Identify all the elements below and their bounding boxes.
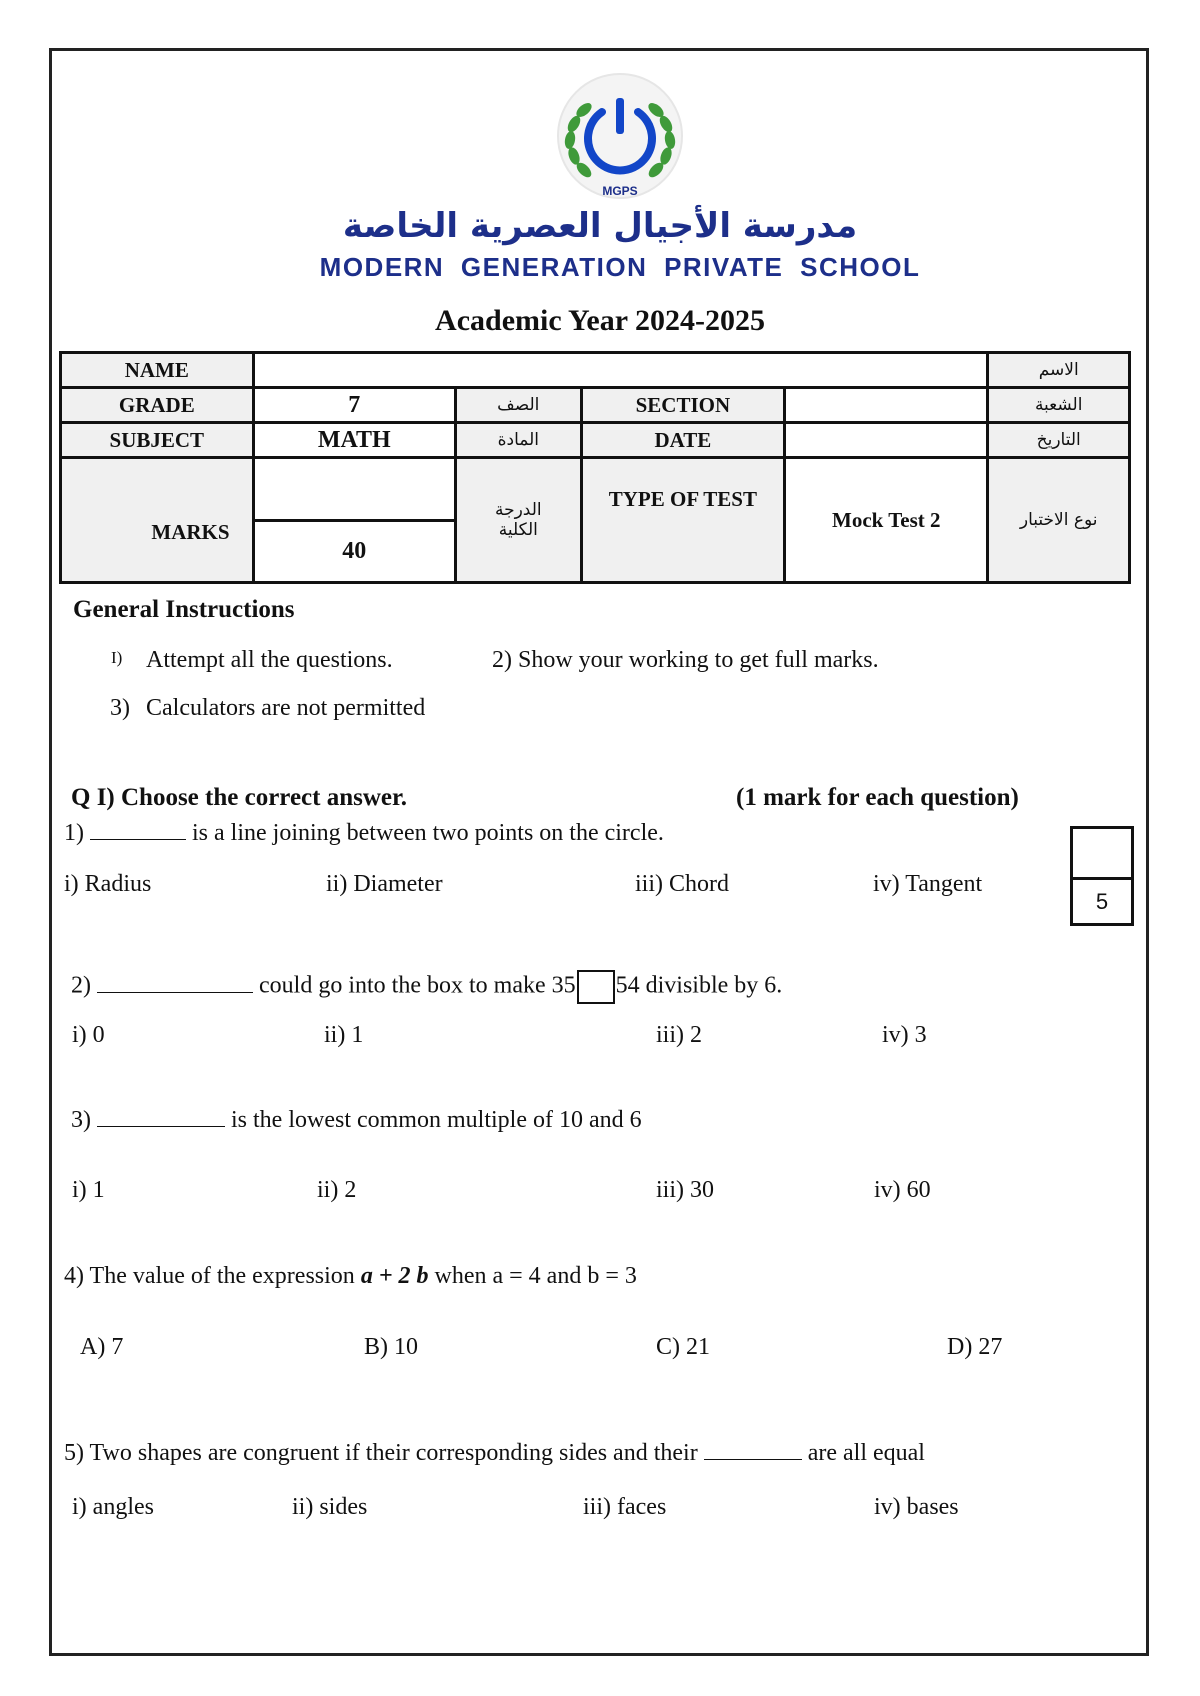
subject-label: SUBJECT — [61, 423, 254, 458]
section-label-ar: الشعبة — [988, 388, 1130, 423]
question-3-text: is the lowest common multiple of 10 and 6 — [231, 1107, 642, 1133]
grade-label-ar: الصف — [455, 388, 581, 423]
test-type-label-ar: نوع الاختبار — [988, 458, 1130, 583]
marks-box — [1070, 826, 1134, 926]
q1-option-3[interactable]: iii) Chord — [635, 871, 729, 897]
q4-option-1[interactable]: A) 7 — [80, 1334, 124, 1360]
page-border — [49, 48, 1149, 1656]
question-4-text-b: when a = 4 and b = 3 — [434, 1263, 637, 1289]
question-2-blank — [97, 974, 253, 993]
question-2-number: 2) — [71, 972, 91, 999]
q4-option-4[interactable]: D) 27 — [947, 1334, 1003, 1360]
q1-option-4[interactable]: iv) Tangent — [873, 871, 983, 897]
question-4-expression: a + 2 b — [360, 1263, 429, 1289]
q4-option-3[interactable]: C) 21 — [656, 1334, 710, 1360]
instruction-1: Attempt all the questions. — [146, 647, 393, 673]
section-field[interactable] — [785, 388, 988, 423]
subject-value: MATH — [253, 423, 455, 458]
section-label: SECTION — [581, 388, 785, 423]
q5-option-3[interactable]: iii) faces — [583, 1494, 667, 1520]
q1-option-1[interactable]: i) Radius — [64, 871, 152, 897]
q2-option-3[interactable]: iii) 2 — [656, 1022, 702, 1048]
q3-option-4[interactable]: iv) 60 — [874, 1177, 931, 1203]
school-logo — [550, 72, 690, 204]
school-name-english: MODERN GENERATION PRIVATE SCHOOL — [319, 252, 921, 282]
q1-option-2[interactable]: ii) Diameter — [326, 871, 443, 897]
instruction-3: Calculators are not permitted — [146, 695, 426, 721]
section-1-marks-note: (1 mark for each question) — [736, 784, 1019, 811]
name-field[interactable] — [253, 353, 988, 388]
date-label: DATE — [581, 423, 785, 458]
question-1-number: 1) — [64, 820, 84, 846]
question-2-text-a: could go into the box to make 35 — [259, 972, 576, 999]
instruction-1-number: I) — [111, 648, 123, 667]
instructions-title: General Instructions — [73, 596, 295, 623]
logo-text: MGPS — [602, 184, 638, 198]
instruction-3-number: 3) — [110, 695, 130, 721]
question-3 — [71, 1107, 642, 1134]
question-5-text-a: 5) Two shapes are congruent if their corresponding sides and their — [64, 1440, 698, 1466]
question-2 — [71, 970, 782, 1004]
school-name-arabic: مدرسة الأجيال العصرية الخاصة — [342, 206, 858, 246]
question-3-number: 3) — [71, 1107, 91, 1133]
question-1-text: is a line joining between two points on the circle. — [192, 820, 664, 846]
q2-option-2[interactable]: ii) 1 — [324, 1022, 364, 1048]
question-5-text-b: are all equal — [807, 1440, 925, 1466]
grade-label: GRADE — [61, 388, 254, 423]
total-marks-value: 40 — [253, 520, 455, 583]
date-field[interactable] — [785, 423, 988, 458]
q5-option-2[interactable]: ii) sides — [292, 1494, 368, 1520]
q4-option-2[interactable]: B) 10 — [364, 1334, 418, 1360]
q5-option-1[interactable]: i) angles — [72, 1494, 154, 1520]
question-2-text-b: 54 divisible by 6. — [615, 972, 783, 999]
question-2-digit-box — [577, 970, 615, 1004]
q2-option-4[interactable]: iv) 3 — [882, 1022, 927, 1048]
question-1-blank — [90, 821, 186, 840]
question-5-blank — [704, 1441, 802, 1460]
question-1 — [64, 820, 664, 847]
q3-option-3[interactable]: iii) 30 — [656, 1177, 714, 1203]
marks-box-score-field[interactable] — [1073, 829, 1131, 880]
date-label-ar: التاريخ — [988, 423, 1130, 458]
question-3-blank — [97, 1108, 225, 1127]
academic-year: Academic Year 2024-2025 — [435, 304, 765, 337]
test-type-label: TYPE OF TEST — [581, 458, 785, 583]
total-marks-label-ar-line2: الكلية — [498, 520, 538, 540]
total-marks-label-ar-line1: الدرجة — [494, 500, 542, 520]
marks-box-total: 5 — [1095, 889, 1109, 914]
q2-option-1[interactable]: i) 0 — [72, 1022, 105, 1048]
q3-option-2[interactable]: ii) 2 — [317, 1177, 357, 1203]
marks-label: MARKS — [61, 458, 254, 583]
instruction-2: 2) Show your working to get full marks. — [492, 647, 879, 673]
section-1-title: Q I) Choose the correct answer. — [71, 784, 408, 811]
q3-option-1[interactable]: i) 1 — [72, 1177, 105, 1203]
question-4 — [64, 1263, 637, 1290]
question-4-text-a: 4) The value of the expression — [64, 1263, 355, 1289]
question-5 — [64, 1440, 925, 1467]
student-info-table — [59, 351, 1131, 584]
subject-label-ar: المادة — [455, 423, 581, 458]
total-marks-label-ar — [455, 458, 581, 583]
name-label-ar: الاسم — [988, 353, 1130, 388]
name-label: NAME — [61, 353, 254, 388]
test-type-value: Mock Test 2 — [785, 458, 988, 583]
q5-option-4[interactable]: iv) bases — [874, 1494, 959, 1520]
obtained-marks-field[interactable] — [253, 458, 455, 521]
grade-value: 7 — [253, 388, 455, 423]
